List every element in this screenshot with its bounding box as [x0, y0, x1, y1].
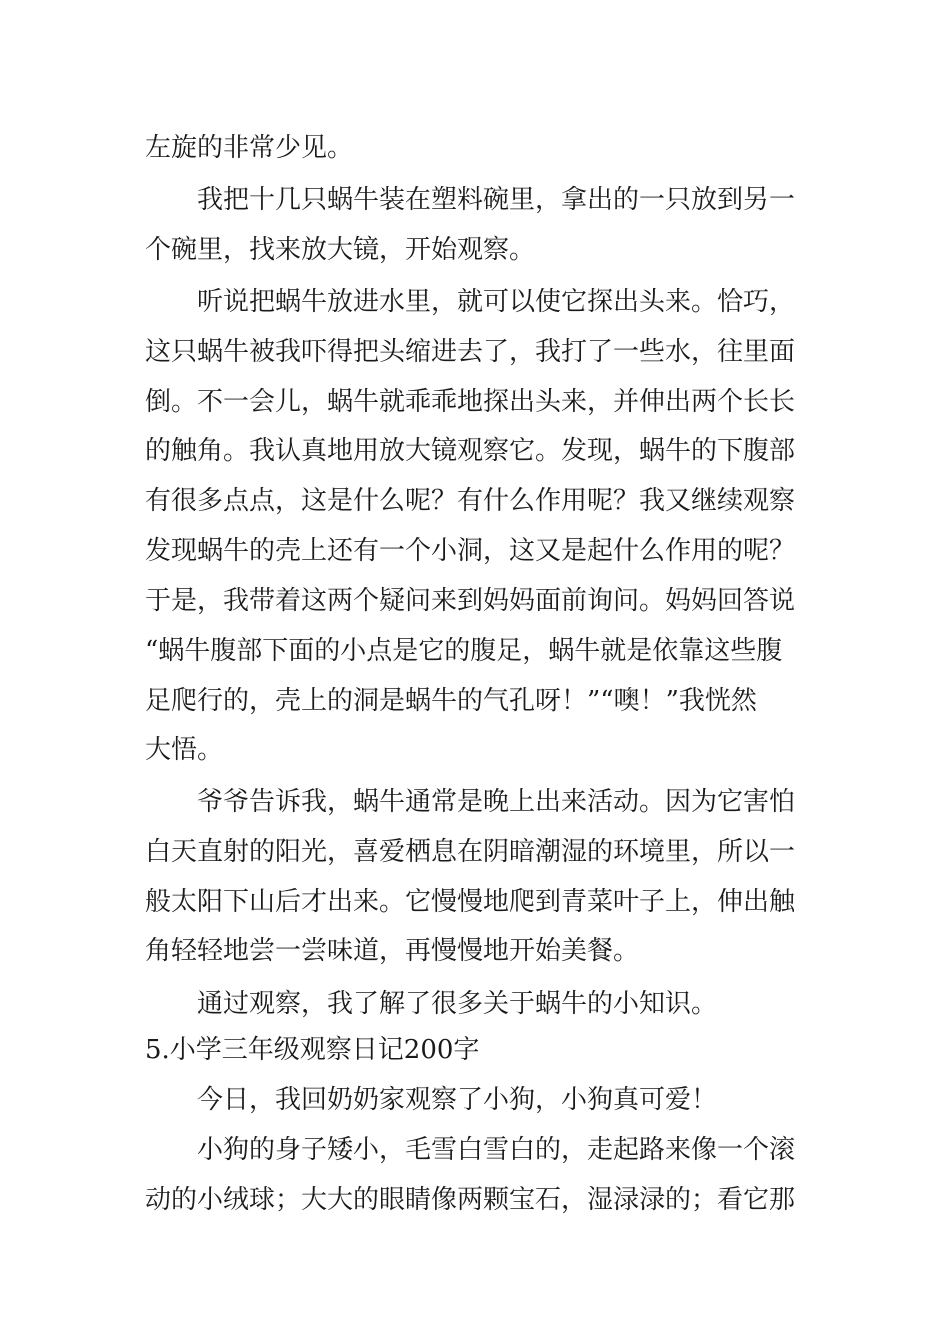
text-line: 发现蜗牛的壳上还有一个小洞，这又是起什么作用的呢？ — [145, 536, 796, 566]
paragraph-start: 小狗的身子矮小，毛雪白雪白的，走起路来像一个滚 — [197, 1135, 796, 1165]
paragraph-start: 我把十几只蜗牛装在塑料碗里，拿出的一只放到另一 — [197, 185, 796, 215]
text-line: 左旋的非常少见。 — [145, 133, 354, 163]
text-line: 般太阳下山后才出来。它慢慢地爬到青菜叶子上，伸出触 — [145, 887, 796, 917]
text-line: 有很多点点，这是什么呢？有什么作用呢？我又继续观察 — [145, 486, 796, 516]
text-line: 个碗里，找来放大镜，开始观察。 — [145, 235, 536, 265]
text-line: 动的小绒球；大大的眼睛像两颗宝石，湿渌渌的；看它那 — [145, 1185, 796, 1215]
paragraph-start: 通过观察，我了解了很多关于蜗牛的小知识。 — [197, 989, 718, 1019]
text-line: 于是，我带着这两个疑问来到妈妈面前询问。妈妈回答说 — [145, 586, 796, 616]
text-line: 大悟。 — [145, 735, 224, 765]
text-line: 这只蜗牛被我吓得把头缩进去了，我打了一些水，往里面 — [145, 337, 796, 367]
paragraph-start: 今日，我回奶奶家观察了小狗，小狗真可爱！ — [197, 1085, 718, 1115]
text-line: 倒。不一会儿，蜗牛就乖乖地探出头来，并伸出两个长长 — [145, 387, 796, 417]
paragraph-start: 爷爷告诉我，蜗牛通常是晚上出来活动。因为它害怕 — [197, 787, 796, 817]
paragraph-start: 听说把蜗牛放进水里，就可以使它探出头来。恰巧， — [197, 287, 796, 317]
section-heading: 5.小学三年级观察日记200字 — [145, 1035, 480, 1065]
text-line: 的触角。我认真地用放大镜观察它。发现，蜗牛的下腹部 — [145, 436, 796, 466]
text-line: “蜗牛腹部下面的小点是它的腹足，蜗牛就是依靠这些腹 — [145, 636, 783, 666]
text-line: 白天直射的阳光，喜爱栖息在阴暗潮湿的环境里，所以一 — [145, 837, 796, 867]
text-line: 角轻轻地尝一尝味道，再慢慢地开始美餐。 — [145, 936, 640, 966]
text-line: 足爬行的，壳上的洞是蜗牛的气孔呀！”“噢！”我恍然 — [145, 686, 757, 716]
